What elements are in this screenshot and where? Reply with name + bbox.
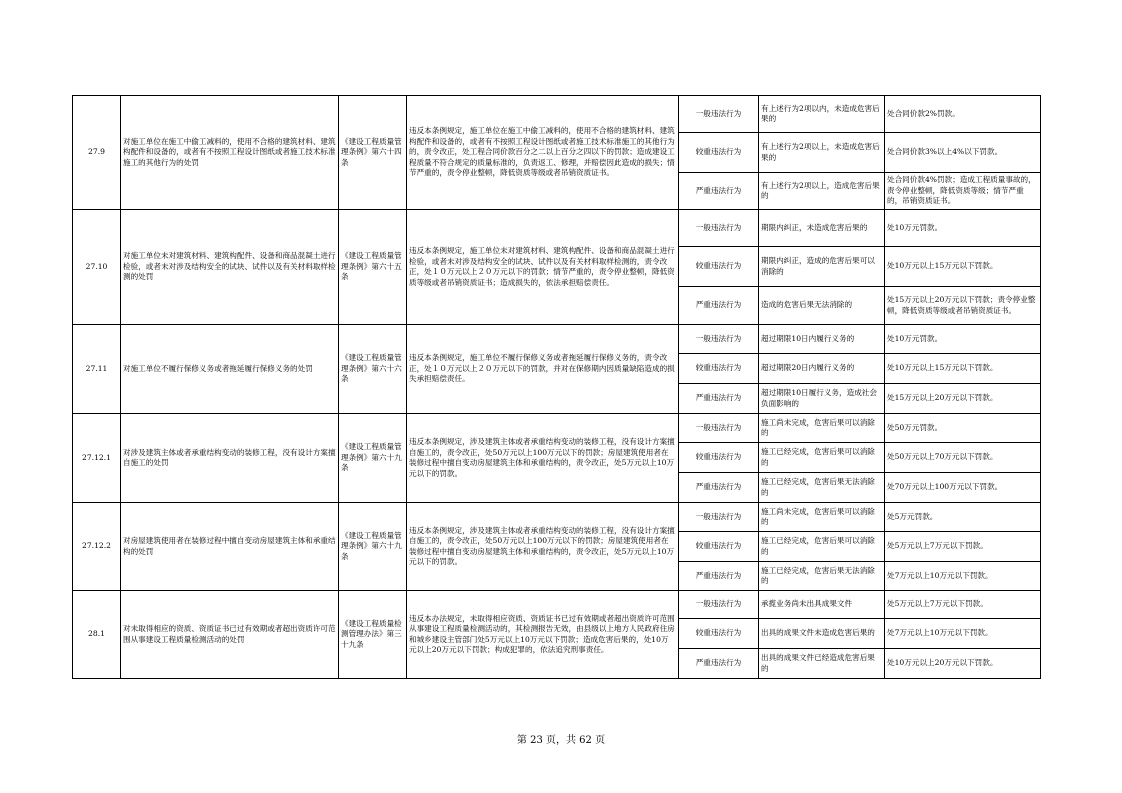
violation-circumstance: 超过期限20日内履行义务的 [759, 354, 885, 384]
violation-level: 较重违法行为 [679, 133, 759, 173]
penalty-standard: 处70万元以上100万元以下罚款。 [885, 473, 1041, 503]
violation-level: 较重违法行为 [679, 354, 759, 384]
violation-level: 一般违法行为 [679, 591, 759, 619]
violation-circumstance: 造成的危害后果无法消除的 [759, 287, 885, 325]
item-number: 27.10 [73, 210, 121, 325]
violation-level: 一般违法行为 [679, 96, 759, 133]
penalty-standard: 处50万元以上70万元以下罚款。 [885, 443, 1041, 473]
legal-basis: 《建设工程质量管理条例》第六十九条 [339, 414, 407, 503]
legal-basis: 《建设工程质量管理条例》第六十六条 [339, 325, 407, 414]
violation-level: 严重违法行为 [679, 649, 759, 679]
regulation-table [72, 95, 1041, 679]
table-row [73, 503, 1041, 532]
violation-level: 较重违法行为 [679, 247, 759, 287]
penalty-standard: 处10万元罚款。 [885, 325, 1041, 354]
legal-basis: 《建设工程质量管理条例》第六十五条 [339, 210, 407, 325]
legal-basis: 《建设工程质量管理条例》第六十九条 [339, 503, 407, 591]
table-row [73, 210, 1041, 247]
penalty-standard: 处7万元以上10万元以下罚款。 [885, 562, 1041, 591]
violation-circumstance: 施工尚未完成，危害后果可以消除的 [759, 414, 885, 443]
penalty-standard: 处10万元以上20万元以下罚款。 [885, 649, 1041, 679]
penalty-standard: 处合同价款2%罚款。 [885, 96, 1041, 133]
violation-level: 严重违法行为 [679, 173, 759, 210]
item-number: 28.1 [73, 591, 121, 679]
violation-circumstance: 有上述行为2项以上，造成危害后果的 [759, 173, 885, 210]
table-row [73, 325, 1041, 354]
penalty-standard: 处10万元以上15万元以下罚款。 [885, 247, 1041, 287]
violation-circumstance: 施工尚未完成，危害后果可以消除的 [759, 503, 885, 532]
violation-level: 较重违法行为 [679, 443, 759, 473]
penalty-standard: 处10万元罚款。 [885, 210, 1041, 247]
item-number: 27.12.2 [73, 503, 121, 591]
penalty-standard: 处15万元以上20万元以下罚款；责令停业整顿，降低资质等级或者吊销资质证书。 [885, 287, 1041, 325]
penalty-provision: 违反本条例规定，涉及建筑主体或者承重结构变动的装修工程，没有设计方案擅自施工的，责令改正，处50万元以上100万元以下的罚款；房屋建筑使用者在装修过程中擅自变动房屋建筑主体和承重结构的，责令改正，处5万元以上10万元以下的罚款。 [407, 414, 679, 503]
violation-circumstance: 期限内纠正，造成的危害后果可以消除的 [759, 247, 885, 287]
violation-level: 一般违法行为 [679, 503, 759, 532]
violation-behavior: 对房屋建筑使用者在装修过程中擅自变动房屋建筑主体和承重结构的处罚 [121, 503, 339, 591]
violation-level: 较重违法行为 [679, 532, 759, 562]
violation-level: 严重违法行为 [679, 287, 759, 325]
violation-level: 严重违法行为 [679, 562, 759, 591]
violation-level: 严重违法行为 [679, 473, 759, 503]
violation-circumstance: 施工已经完成，危害后果无法消除的 [759, 562, 885, 591]
penalty-standard: 处50万元罚款。 [885, 414, 1041, 443]
violation-circumstance: 施工已经完成，危害后果可以消除的 [759, 443, 885, 473]
penalty-standard: 处5万元罚款。 [885, 503, 1041, 532]
violation-circumstance: 出具的成果文件已经造成危害后果的 [759, 649, 885, 679]
item-number: 27.9 [73, 96, 121, 210]
penalty-standard: 处5万元以上7万元以下罚款。 [885, 591, 1041, 619]
violation-circumstance: 超过期限10日履行义务，造成社会负面影响的 [759, 384, 885, 414]
penalty-provision: 违反本条例规定，施工单位未对建筑材料、建筑构配件、设备和商品混凝土进行检验，或者未对涉及结构安全的试块、试件以及有关材料取样检测的，责令改正，处１０万元以上２０万元以下的罚款；情节严重的，责令停业整顿，降低资质等级或者吊销资质证书；造成损失的，依法承担赔偿责任。 [407, 210, 679, 325]
item-number: 27.11 [73, 325, 121, 414]
violation-circumstance: 有上述行为2项以上，未造成危害后果的 [759, 133, 885, 173]
violation-level: 严重违法行为 [679, 384, 759, 414]
penalty-provision: 违反本条例规定，施工单位不履行保修义务或者拖延履行保修义务的，责令改正，处１０万元以上２０万元以下的罚款，并对在保修期内因质量缺陷造成的损失承担赔偿责任。 [407, 325, 679, 414]
violation-level: 一般违法行为 [679, 325, 759, 354]
item-number: 27.12.1 [73, 414, 121, 503]
legal-basis: 《建设工程质量检测管理办法》第三十九条 [339, 591, 407, 679]
penalty-provision: 违反本办法规定，未取得相应资质、资质证书已过有效期或者超出资质许可范围从事建设工程质量检测活动的，其检测报告无效，由县级以上地方人民政府住房和城乡建设主管部门处5万元以上10万元以下罚款；造成危害后果的，处10万元以上20万元以下罚款；构成犯罪的，依法追究刑事责任。 [407, 591, 679, 679]
table-row [73, 414, 1041, 443]
table-row [73, 96, 1041, 133]
violation-circumstance: 期限内纠正，未造成危害后果的 [759, 210, 885, 247]
legal-basis: 《建设工程质量管理条例》第六十四条 [339, 96, 407, 210]
violation-behavior: 对施工单位在施工中偷工减料的，使用不合格的建筑材料、建筑构配件和设备的，或者有不按照工程设计图纸或者施工技术标准施工的其他行为的处罚 [121, 96, 339, 210]
table-row [73, 591, 1041, 619]
violation-circumstance: 承揽业务尚未出具成果文件 [759, 591, 885, 619]
penalty-provision: 违反本条例规定，施工单位在施工中偷工减料的，使用不合格的建筑材料、建筑构配件和设备的，或者有不按照工程设计图纸或者施工技术标准施工的其他行为的，责令改正，处工程合同价款百分之二以上百分之四以下的罚款；造成建设工程质量不符合规定的质量标准的，负责返工、修理，并赔偿因此造成的损失；情节严重的，责令停业整顿，降低资质等级或者吊销资质证书。 [407, 96, 679, 210]
penalty-provision: 违反本条例规定，涉及建筑主体或者承重结构变动的装修工程，没有设计方案擅自施工的，责令改正，处50万元以上100万元以下的罚款；房屋建筑使用者在装修过程中擅自变动房屋建筑主体和承重结构的，责令改正，处5万元以上10万元以下的罚款。 [407, 503, 679, 591]
page-footer: 第 23 页，共 62 页 [516, 735, 606, 746]
violation-level: 较重违法行为 [679, 619, 759, 649]
violation-level: 一般违法行为 [679, 414, 759, 443]
penalty-standard: 处15万元以上20万元以下罚款。 [885, 384, 1041, 414]
penalty-standard: 处合同价款3%以上4%以下罚款。 [885, 133, 1041, 173]
violation-behavior: 对施工单位未对建筑材料、建筑构配件、设备和商品混凝土进行检验，或者未对涉及结构安全的试块、试件以及有关材料取样检测的处罚 [121, 210, 339, 325]
violation-circumstance: 施工已经完成，危害后果无法消除的 [759, 473, 885, 503]
violation-level: 一般违法行为 [679, 210, 759, 247]
violation-behavior: 对未取得相应的资质、资质证书已过有效期或者超出资质许可范围从事建设工程质量检测活动的处罚 [121, 591, 339, 679]
violation-behavior: 对施工单位不履行保修义务或者拖延履行保修义务的处罚 [121, 325, 339, 414]
violation-behavior: 对涉及建筑主体或者承重结构变动的装修工程，没有设计方案擅自施工的处罚 [121, 414, 339, 503]
violation-circumstance: 有上述行为2项以内，未造成危害后果的 [759, 96, 885, 133]
penalty-standard: 处5万元以上7万元以下罚款。 [885, 532, 1041, 562]
violation-circumstance: 出具的成果文件未造成危害后果的 [759, 619, 885, 649]
penalty-standard: 处合同价款4%罚款；造成工程质量事故的，责令停业整顿，降低资质等级；情节严重的，吊销资质证书。 [885, 173, 1041, 210]
penalty-standard: 处10万元以上15万元以下罚款。 [885, 354, 1041, 384]
violation-circumstance: 超过期限10日内履行义务的 [759, 325, 885, 354]
penalty-standard: 处7万元以上10万元以下罚款。 [885, 619, 1041, 649]
violation-circumstance: 施工已经完成，危害后果可以消除的 [759, 532, 885, 562]
